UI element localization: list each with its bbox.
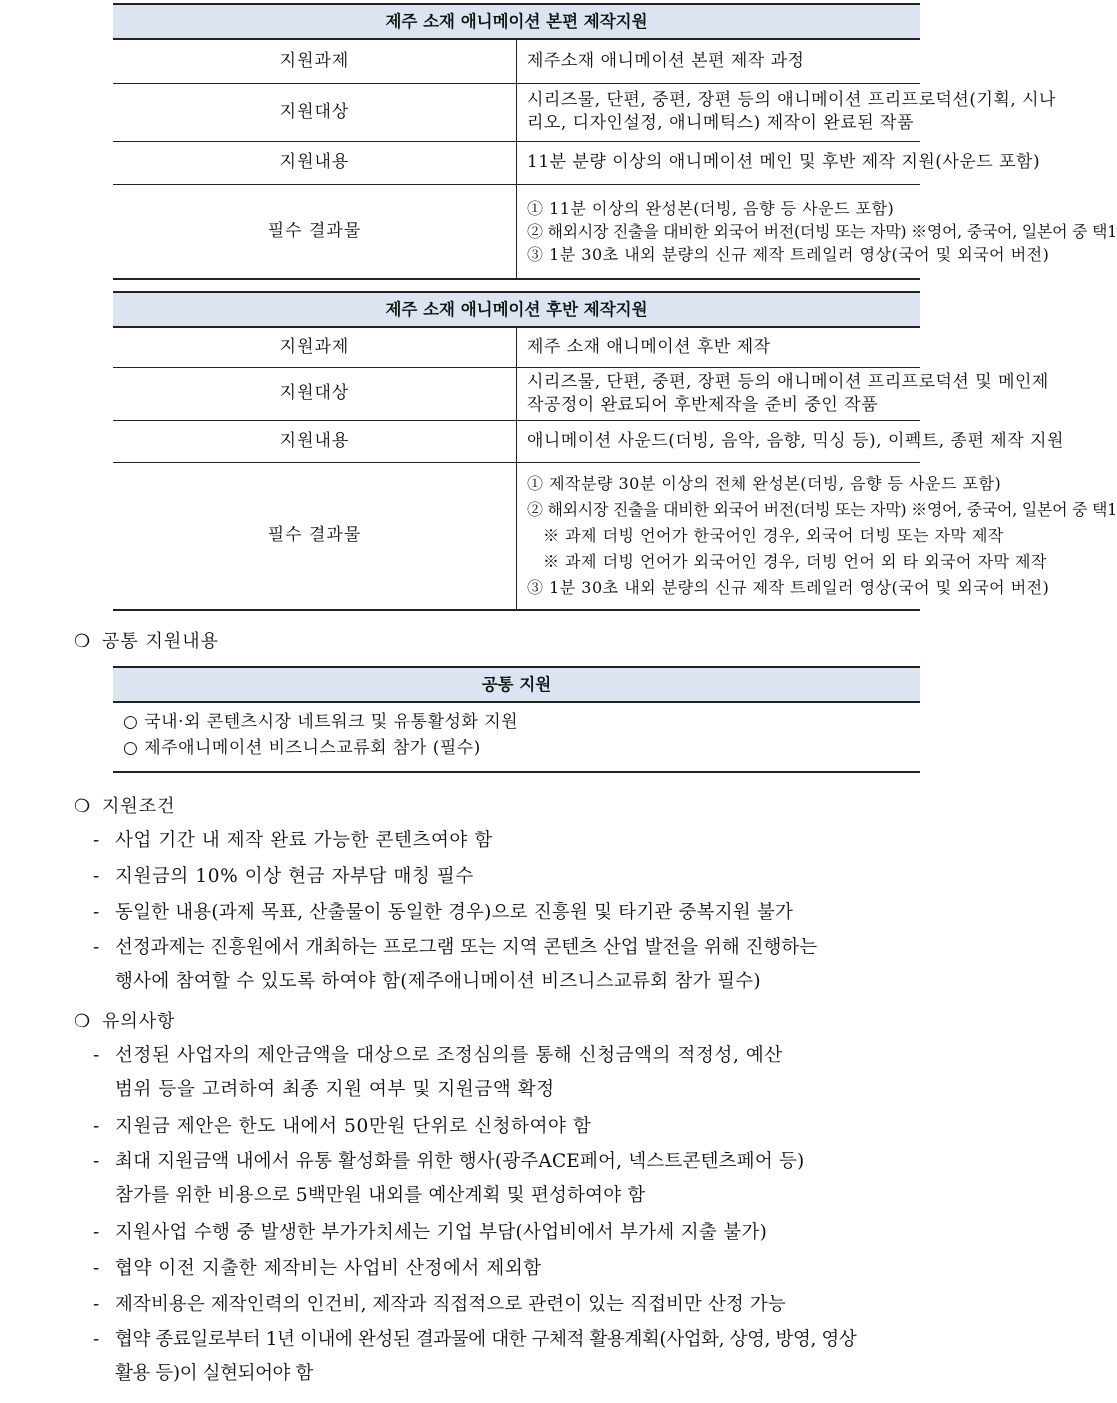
list-item: ○ 제주애니메이션 비즈니스교류회 참가 (필수) xyxy=(123,738,481,758)
section-heading-common: ❍ 공통 지원내용 xyxy=(74,631,220,652)
row-value: 11분 분량 이상의 애니메이션 메인 및 후반 제작 지원(사운드 포함) xyxy=(517,141,921,184)
table-title: 제주 소재 애니메이션 후반 제작지원 xyxy=(113,292,920,327)
row-value: 애니메이션 사운드(더빙, 음악, 음향, 믹싱 등), 이펙트, 종편 제작 지원 xyxy=(517,420,921,462)
row-value: 제주 소재 애니메이션 후반 제작 xyxy=(517,327,921,367)
common-support-items xyxy=(113,702,920,772)
list-item: - 지원사업 수행 중 발생한 부가가치세는 기업 부담(사업비에서 부가세 지출 불가) xyxy=(93,1222,768,1243)
row-label: 지원대상 xyxy=(113,83,517,141)
list-item: - 지원금의 10% 이상 현금 자부담 매칭 필수 xyxy=(93,866,474,887)
row-label: 필수 결과물 xyxy=(113,462,517,610)
row-label: 지원내용 xyxy=(113,141,517,184)
row-label: 지원과제 xyxy=(113,327,517,367)
list-item: - 제작비용은 제작인력의 인건비, 제작과 직접적으로 관련이 있는 직접비만 산정 가능 xyxy=(93,1294,786,1315)
section-heading-conditions: ❍ 지원조건 xyxy=(74,796,176,817)
table-title: 공통 지원 xyxy=(113,667,920,702)
row-value: ① 제작분량 30분 이상의 전체 완성본(더빙, 음향 등 사운드 포함) ② 해외시장 진출을 대비한 외국어 버전(더빙 또는 자막) ※영어, 중국어, 일본어 중 택1 ※ 과제 더빙 언어가 한국어인 경우, 외국어 더빙 또는 자막 제작 ※ 과제 더빙 언어가 외국어인 경우, 더빙 언어 외 타 외국어 자막 제작 ③ 1분 30초 내외 분량의 신규 제작 트레일러 영상(국어 및 외국어 버전) xyxy=(517,462,921,610)
row-label: 지원과제 xyxy=(113,39,517,83)
post-production-support-table xyxy=(113,291,1117,611)
row-value: 시리즈물, 단편, 중편, 장편 등의 애니메이션 프리프로덕션(기획, 시나 리오, 디자인설정, 애니메틱스) 제작이 완료된 작품 xyxy=(517,83,921,141)
main-production-support-table xyxy=(113,3,1117,280)
list-item: - 선정된 사업자의 제안금액을 대상으로 조정심의를 통해 신청금액의 적정성, 예산 범위 등을 고려하여 최종 지원 여부 및 지원금액 확정 xyxy=(93,1045,783,1100)
list-item: - 협약 종료일로부터 1년 이내에 완성된 결과물에 대한 구체적 활용계획(사업화, 상영, 방영, 영상 활용 등)이 실현되어야 함 xyxy=(93,1329,857,1384)
circle-bullet-icon: ❍ xyxy=(74,796,92,817)
list-item: - 협약 이전 지출한 제작비는 사업비 산정에서 제외함 xyxy=(93,1258,542,1279)
row-label: 지원대상 xyxy=(113,367,517,420)
list-item: - 최대 지원금액 내에서 유통 활성화를 위한 행사(광주ACE페어, 넥스트콘텐츠페어 등) 참가를 위한 비용으로 5백만원 내외를 예산계획 및 편성하여야 함 xyxy=(93,1151,805,1206)
list-item: - 지원금 제안은 한도 내에서 50만원 단위로 신청하여야 함 xyxy=(93,1116,592,1137)
table-title: 제주 소재 애니메이션 본편 제작지원 xyxy=(113,4,920,39)
list-item: - 선정과제는 진흥원에서 개최하는 프로그램 또는 지역 콘텐츠 산업 발전을 위해 진행하는 행사에 참여할 수 있도록 하여야 함(제주애니메이션 비즈니스교류회 참가 필수) xyxy=(93,937,818,992)
circle-bullet-icon: ❍ xyxy=(74,1011,92,1032)
section-heading-notes: ❍ 유의사항 xyxy=(74,1011,176,1032)
row-value: 제주소재 애니메이션 본편 제작 과정 xyxy=(517,39,921,83)
row-label: 필수 결과물 xyxy=(113,184,517,279)
row-label: 지원내용 xyxy=(113,420,517,462)
common-support-table xyxy=(113,666,920,773)
row-value: 시리즈물, 단편, 중편, 장편 등의 애니메이션 프리프로덕션 및 메인제 작공정이 완료되어 후반제작을 준비 중인 작품 xyxy=(517,367,921,420)
list-item: - 동일한 내용(과제 목표, 산출물이 동일한 경우)으로 진흥원 및 타기관 중복지원 불가 xyxy=(93,902,794,923)
row-value: ① 11분 이상의 완성본(더빙, 음향 등 사운드 포함) ② 해외시장 진출을 대비한 외국어 버전(더빙 또는 자막) ※영어, 중국어, 일본어 중 택1 ③ 1분 30초 내외 분량의 신규 제작 트레일러 영상(국어 및 외국어 버전) xyxy=(517,184,921,279)
list-item: ○ 국내·외 콘텐츠시장 네트워크 및 유통활성화 지원 xyxy=(123,712,519,732)
list-item: - 사업 기간 내 제작 완료 가능한 콘텐츠여야 함 xyxy=(93,830,493,851)
circle-bullet-icon: ❍ xyxy=(74,631,92,652)
